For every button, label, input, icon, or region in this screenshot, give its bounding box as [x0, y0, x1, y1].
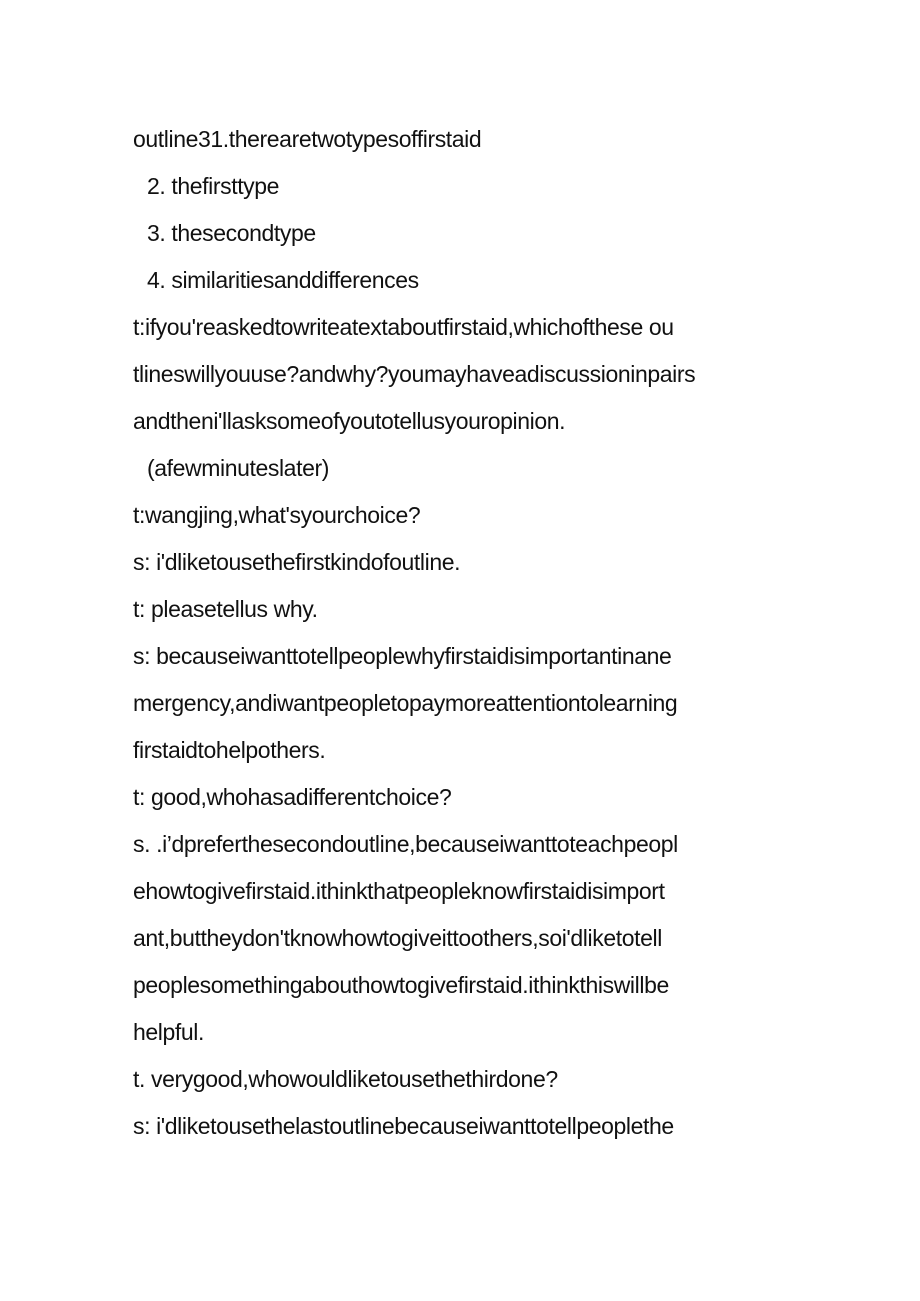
stage-direction: (afewminuteslater): [147, 455, 329, 481]
document-body: [133, 116, 793, 1150]
student-line: s: i'dliketousethefirstkindofoutline.: [133, 549, 461, 575]
teacher-line: t: pleasetellus why.: [133, 596, 318, 622]
text-line: outline31.therearetwotypesoffirstaid: [133, 126, 482, 152]
text-line: peoplesomethingabouthowtogivefirstaid.ithinkthiswillbe: [133, 972, 669, 998]
text-line: andtheni'llasksomeofyoutotellusyouropinion.: [133, 408, 566, 434]
text-line: ant,buttheydon'tknowhowtogiveittoothers,soi'dliketotell: [133, 925, 662, 951]
teacher-line: t:wangjing,what'syourchoice?: [133, 502, 421, 528]
teacher-line: t. verygood,whowouldliketousethethirdone?: [133, 1066, 558, 1092]
text-line: tlineswillyouuse?andwhy?youmayhaveadiscussioninpairs: [133, 361, 696, 387]
text-line: helpful.: [133, 1019, 204, 1045]
text-line: ehowtogivefirstaid.ithinkthatpeopleknowfirstaidisimport: [133, 878, 665, 904]
student-line: s: becauseiwanttotellpeoplewhyfirstaidisimportantinane: [133, 643, 672, 669]
outline-item-3: 3. thesecondtype: [147, 220, 316, 246]
text-line: firstaidtohelpothers.: [133, 737, 326, 763]
student-line: s: i'dliketousethelastoutlinebecauseiwanttotellpeoplethe: [133, 1113, 674, 1139]
teacher-line: t:ifyou'reaskedtowriteatextaboutfirstaid,whichofthese ou: [133, 314, 674, 340]
outline-item-2: 2. thefirsttype: [147, 173, 280, 199]
student-line: s. .i’dpreferthesecondoutline,becauseiwanttoteachpeopl: [133, 831, 678, 857]
teacher-line: t: good,whohasadifferentchoice?: [133, 784, 452, 810]
text-line: mergency,andiwantpeopletopaymoreattentiontolearning: [133, 690, 678, 716]
outline-item-4: 4. similaritiesanddifferences: [147, 267, 419, 293]
